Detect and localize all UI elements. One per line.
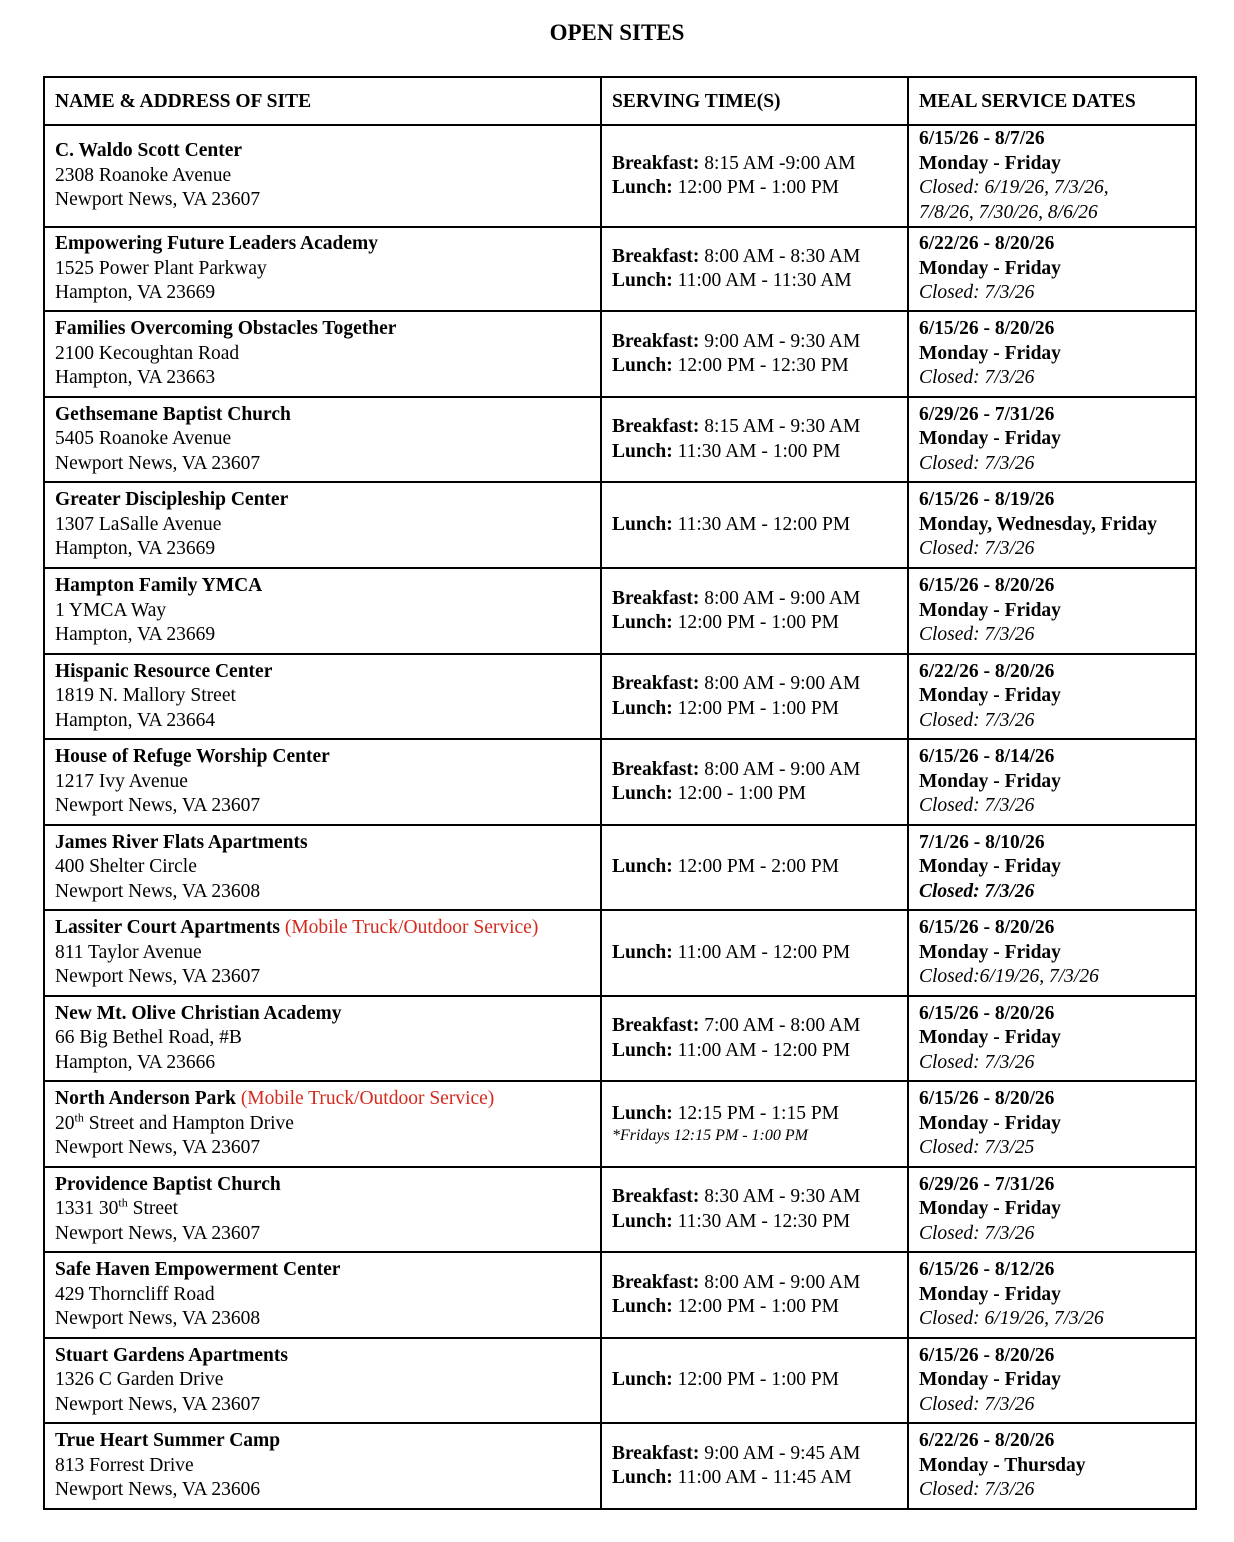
site-name-line (55, 139, 590, 164)
site-city: Hampton, VA 23669 (55, 538, 216, 560)
closed-dates: Closed: 7/3/26 (919, 624, 1035, 646)
site-street (55, 427, 590, 452)
service-date-range: 6/15/26 - 8/20/26 (919, 917, 1055, 939)
site-city: Newport News, VA 23607 (55, 966, 261, 988)
service-date-range: 6/22/26 - 8/20/26 (919, 660, 1055, 682)
site-name: Hampton Family YMCA (55, 575, 263, 597)
serving-times-cell (601, 654, 908, 739)
serving-times-cell (601, 1423, 908, 1509)
site-name-line (55, 1258, 590, 1283)
open-sites-table (43, 76, 1197, 1510)
closed-dates: Closed: 7/3/25 (919, 1137, 1035, 1159)
service-dates-cell (908, 482, 1196, 568)
service-dates-cell (908, 397, 1196, 482)
site-street (55, 599, 590, 624)
site-street-text: 400 Shelter Circle (55, 856, 197, 878)
service-days: Monday - Friday (919, 342, 1061, 364)
page-title: OPEN SITES (549, 20, 685, 45)
lunch-time (612, 1210, 897, 1235)
service-dates-cell (908, 910, 1196, 996)
table-row (44, 1423, 1196, 1509)
lunch-label: Lunch: (612, 783, 673, 804)
lunch-label: Lunch: (612, 1039, 673, 1061)
site-city: Newport News, VA 23607 (55, 795, 261, 817)
table-row (44, 227, 1196, 311)
site-street-text: 2100 Kecoughtan Road (55, 342, 240, 364)
site-name-line (55, 1344, 590, 1369)
serving-times-cell (601, 1167, 908, 1252)
service-date-range: 6/22/26 - 8/20/26 (919, 1430, 1055, 1452)
serving-times-cell (601, 227, 908, 311)
site-cell (44, 311, 601, 397)
service-days: Monday, Wednesday, Friday (919, 513, 1158, 535)
lunch-time (612, 1102, 897, 1127)
service-dates-cell (908, 1252, 1196, 1338)
site-name-line (55, 488, 590, 513)
service-days: Monday - Friday (919, 1112, 1061, 1134)
site-city: Hampton, VA 23666 (55, 1051, 216, 1073)
site-street (55, 1368, 590, 1393)
lunch-label: Lunch: (612, 270, 673, 291)
table-row (44, 996, 1196, 1081)
lunch-value: 11:00 AM - 12:00 PM (677, 941, 851, 963)
breakfast-label: Breakfast: (612, 245, 700, 267)
serving-times-cell (601, 125, 908, 227)
breakfast-value: 8:15 AM -9:00 AM (704, 152, 856, 174)
lunch-time (612, 354, 897, 379)
site-cell (44, 1081, 601, 1167)
lunch-label: Lunch: (612, 513, 673, 535)
serving-times-cell (601, 1081, 908, 1167)
site-street-text: 811 Taylor Avenue (55, 941, 202, 963)
service-date-range: 6/15/26 - 8/7/26 (919, 128, 1045, 149)
service-days: Monday - Friday (919, 685, 1061, 707)
lunch-time (612, 855, 897, 880)
lunch-time (612, 176, 897, 201)
service-days: Monday - Friday (919, 1283, 1061, 1305)
closed-dates-continued: 7/8/26, 7/30/26, 8/6/26 (919, 201, 1098, 223)
service-date-range: 6/15/26 - 8/14/26 (919, 746, 1055, 768)
serving-times-cell (601, 996, 908, 1081)
service-date-range: 6/15/26 - 8/20/26 (919, 1344, 1055, 1366)
site-name: Families Overcoming Obstacles Together (55, 318, 397, 340)
site-street (55, 941, 590, 966)
site-name: James River Flats Apartments (55, 831, 308, 853)
lunch-label: Lunch: (612, 941, 673, 963)
breakfast-time (612, 672, 897, 697)
lunch-time (612, 941, 897, 966)
table-row (44, 125, 1196, 227)
site-city: Hampton, VA 23663 (55, 367, 216, 389)
serving-times-cell (601, 1338, 908, 1423)
service-days: Monday - Friday (919, 941, 1061, 963)
table-row (44, 311, 1196, 397)
table-row (44, 1167, 1196, 1252)
breakfast-label: Breakfast: (612, 152, 700, 174)
closed-dates: Closed: 7/3/26 (919, 709, 1035, 731)
breakfast-label: Breakfast: (612, 758, 700, 780)
table-row (44, 739, 1196, 825)
breakfast-time (612, 1271, 897, 1296)
site-cell (44, 227, 601, 311)
site-cell (44, 910, 601, 996)
site-cell (44, 1252, 601, 1338)
breakfast-label: Breakfast: (612, 1271, 700, 1293)
lunch-time (612, 440, 897, 465)
site-name: Gethsemane Baptist Church (55, 403, 291, 425)
site-city: Newport News, VA 23608 (55, 880, 261, 902)
service-date-range: 6/29/26 - 7/31/26 (919, 1173, 1055, 1195)
service-days: Monday - Friday (919, 428, 1061, 450)
serving-times-cell (601, 1252, 908, 1338)
site-name: C. Waldo Scott Center (55, 140, 243, 162)
service-date-range: 6/15/26 - 8/20/26 (919, 1088, 1055, 1110)
table-row (44, 1338, 1196, 1423)
site-name: Stuart Gardens Apartments (55, 1344, 288, 1366)
service-days: Monday - Thursday (919, 1454, 1086, 1476)
table-row (44, 482, 1196, 568)
site-name-line (55, 1002, 590, 1027)
breakfast-value: 8:30 AM - 9:30 AM (704, 1186, 861, 1207)
header-meal-service-dates: MEAL SERVICE DATES (908, 77, 1196, 125)
service-date-range: 6/22/26 - 8/20/26 (919, 233, 1055, 255)
lunch-time (612, 1295, 897, 1320)
breakfast-label: Breakfast: (612, 587, 700, 609)
service-dates-cell (908, 1338, 1196, 1423)
site-street-text: 1525 Power Plant Parkway (55, 257, 267, 279)
service-days: Monday - Friday (919, 257, 1061, 279)
site-name: Hispanic Resource Center (55, 660, 273, 682)
table-row (44, 397, 1196, 482)
service-date-range: 6/29/26 - 7/31/26 (919, 403, 1055, 425)
site-name: True Heart Summer Camp (55, 1430, 281, 1452)
site-name: Safe Haven Empowerment Center (55, 1259, 341, 1281)
breakfast-value: 9:00 AM - 9:45 AM (704, 1442, 861, 1464)
service-dates-cell (908, 825, 1196, 910)
header-name-address: NAME & ADDRESS OF SITE (44, 77, 601, 125)
service-dates-cell (908, 227, 1196, 311)
lunch-label: Lunch: (612, 1467, 673, 1488)
site-cell (44, 482, 601, 568)
lunch-time (612, 1466, 897, 1491)
site-cell (44, 996, 601, 1081)
breakfast-value: 8:00 AM - 9:00 AM (704, 758, 861, 780)
breakfast-time (612, 587, 897, 612)
lunch-time (612, 269, 897, 294)
site-name: New Mt. Olive Christian Academy (55, 1002, 342, 1024)
serving-times-cell (601, 910, 908, 996)
lunch-note: *Fridays 12:15 PM - 1:00 PM (612, 1127, 808, 1145)
site-name-line (55, 317, 590, 342)
closed-dates: Closed: 7/3/26 (919, 538, 1035, 560)
site-street-text: 2308 Roanoke Avenue (55, 164, 232, 186)
service-dates-cell (908, 1167, 1196, 1252)
site-name-line (55, 1087, 590, 1112)
closed-dates: Closed: 7/3/26 (919, 1393, 1035, 1415)
site-street (55, 513, 590, 538)
closed-dates: Closed: 7/3/26 (919, 1222, 1035, 1244)
site-city: Hampton, VA 23664 (55, 709, 216, 731)
site-street-rest: Street and Hampton Drive (83, 1112, 294, 1134)
service-date-range: 6/15/26 - 8/20/26 (919, 1002, 1055, 1024)
site-street-text: 813 Forrest Drive (55, 1454, 194, 1476)
header-serving-times: SERVING TIME(S) (601, 77, 908, 125)
service-days: Monday - Friday (919, 1369, 1061, 1391)
closed-dates: Closed: 6/19/26, 7/3/26 (919, 1308, 1104, 1330)
site-cell (44, 739, 601, 825)
site-street-text: 1331 30 (55, 1198, 119, 1220)
site-cell (44, 397, 601, 482)
site-street-ordinal: th (74, 1110, 84, 1125)
site-name-line (55, 574, 590, 599)
site-city: Newport News, VA 23607 (55, 1137, 261, 1159)
site-street (55, 164, 590, 189)
lunch-value: 11:00 AM - 11:30 AM (677, 270, 852, 291)
serving-times-cell (601, 568, 908, 654)
site-name: North Anderson Park (55, 1088, 236, 1110)
service-date-range: 6/15/26 - 8/19/26 (919, 489, 1055, 511)
site-street-text: 5405 Roanoke Avenue (55, 428, 232, 450)
lunch-value: 12:00 PM - 1:00 PM (677, 1369, 840, 1391)
site-cell (44, 654, 601, 739)
service-dates-cell (908, 996, 1196, 1081)
lunch-value: 12:00 PM - 1:00 PM (677, 612, 840, 633)
breakfast-time (612, 1442, 897, 1467)
lunch-label: Lunch: (612, 1102, 673, 1124)
breakfast-label: Breakfast: (612, 330, 700, 352)
table-row (44, 1081, 1196, 1167)
site-city: Newport News, VA 23606 (55, 1479, 261, 1501)
table-row (44, 1252, 1196, 1338)
lunch-value: 12:00 PM - 1:00 PM (677, 1296, 840, 1317)
site-name-line (55, 831, 590, 856)
site-city: Newport News, VA 23608 (55, 1308, 261, 1330)
lunch-label: Lunch: (612, 355, 673, 376)
service-days: Monday - Friday (919, 856, 1061, 878)
lunch-value: 11:00 AM - 12:00 PM (677, 1039, 851, 1061)
lunch-time (612, 1368, 897, 1393)
closed-dates: Closed: 7/3/26 (919, 282, 1035, 304)
closed-dates: Closed: 7/3/26 (919, 880, 1035, 902)
site-cell (44, 1423, 601, 1509)
lunch-value: 11:30 AM - 12:30 PM (677, 1210, 851, 1232)
breakfast-time (612, 1185, 897, 1210)
lunch-value: 12:00 PM - 1:00 PM (677, 697, 840, 719)
lunch-label: Lunch: (612, 697, 673, 719)
closed-dates: Closed: 6/19/26, 7/3/26, (919, 177, 1109, 198)
site-name: Providence Baptist Church (55, 1173, 281, 1195)
service-date-range: 6/15/26 - 8/12/26 (919, 1259, 1055, 1281)
site-service-note: (Mobile Truck/Outdoor Service) (284, 917, 539, 939)
closed-dates: Closed:6/19/26, 7/3/26 (919, 966, 1099, 988)
site-street-text: 66 Big Bethel Road, #B (55, 1027, 242, 1049)
site-street-ordinal: th (118, 1195, 128, 1210)
service-dates-cell (908, 1081, 1196, 1167)
lunch-label: Lunch: (612, 177, 673, 198)
closed-dates: Closed: 7/3/26 (919, 367, 1035, 389)
site-street (55, 257, 590, 282)
closed-dates: Closed: 7/3/26 (919, 1479, 1035, 1501)
closed-dates: Closed: 7/3/26 (919, 1051, 1035, 1073)
site-street-text: 20 (55, 1112, 75, 1134)
lunch-value: 12:00 - 1:00 PM (677, 783, 806, 804)
site-city: Newport News, VA 23607 (55, 1222, 261, 1244)
table-row (44, 825, 1196, 910)
breakfast-time (612, 1014, 897, 1039)
lunch-time (612, 697, 897, 722)
breakfast-label: Breakfast: (612, 1186, 700, 1207)
site-street-text: 1307 LaSalle Avenue (55, 513, 222, 535)
lunch-value: 11:30 AM - 12:00 PM (677, 513, 851, 535)
site-cell (44, 1167, 601, 1252)
site-street (55, 1197, 590, 1222)
lunch-value: 12:00 PM - 12:30 PM (677, 355, 849, 376)
lunch-value: 12:00 PM - 2:00 PM (677, 856, 840, 878)
lunch-label: Lunch: (612, 856, 673, 878)
service-date-range: 6/15/26 - 8/20/26 (919, 318, 1055, 340)
breakfast-label: Breakfast: (612, 673, 700, 694)
site-cell (44, 825, 601, 910)
breakfast-value: 8:00 AM - 9:00 AM (704, 1271, 861, 1293)
service-dates-cell (908, 1423, 1196, 1509)
site-city: Newport News, VA 23607 (55, 189, 261, 211)
breakfast-value: 8:00 AM - 8:30 AM (704, 245, 861, 267)
site-name: House of Refuge Worship Center (55, 746, 330, 768)
site-name: Greater Discipleship Center (55, 489, 289, 511)
site-street (55, 855, 590, 880)
breakfast-time (612, 330, 897, 355)
service-date-range: 6/15/26 - 8/20/26 (919, 575, 1055, 597)
site-city: Newport News, VA 23607 (55, 452, 261, 474)
service-days: Monday - Friday (919, 599, 1061, 621)
site-street (55, 684, 590, 709)
breakfast-value: 8:00 AM - 9:00 AM (704, 587, 861, 609)
serving-times-cell (601, 825, 908, 910)
site-name-line (55, 745, 590, 770)
site-cell (44, 125, 601, 227)
lunch-value: 12:15 PM - 1:15 PM (677, 1102, 840, 1124)
breakfast-time (612, 152, 897, 177)
service-dates-cell (908, 568, 1196, 654)
site-service-note: (Mobile Truck/Outdoor Service) (240, 1088, 495, 1110)
site-street (55, 1112, 590, 1137)
site-name-line (55, 1173, 590, 1198)
table-row (44, 654, 1196, 739)
lunch-label: Lunch: (612, 440, 673, 462)
site-street-text: 1819 N. Mallory Street (55, 685, 236, 707)
site-name-line (55, 1429, 590, 1454)
site-street (55, 1026, 590, 1051)
site-city: Newport News, VA 23607 (55, 1393, 261, 1415)
service-days: Monday - Friday (919, 1027, 1061, 1049)
breakfast-value: 8:15 AM - 9:30 AM (704, 416, 861, 437)
site-street-text: 429 Thorncliff Road (55, 1283, 215, 1305)
site-street (55, 342, 590, 367)
lunch-value: 12:00 PM - 1:00 PM (677, 177, 840, 198)
breakfast-time (612, 415, 897, 440)
serving-times-cell (601, 482, 908, 568)
site-street-text: 1 YMCA Way (55, 599, 167, 621)
site-street (55, 1283, 590, 1308)
service-dates-cell (908, 125, 1196, 227)
site-street (55, 1454, 590, 1479)
lunch-label: Lunch: (612, 612, 673, 633)
site-name: Lassiter Court Apartments (55, 917, 280, 939)
breakfast-time (612, 758, 897, 783)
lunch-value: 11:30 AM - 1:00 PM (677, 440, 841, 462)
lunch-time (612, 513, 897, 538)
breakfast-label: Breakfast: (612, 1015, 700, 1036)
site-name-line (55, 232, 590, 257)
lunch-time (612, 782, 897, 807)
table-header-row (44, 77, 1196, 125)
site-cell (44, 568, 601, 654)
lunch-time (612, 1039, 897, 1064)
service-days: Monday - Friday (919, 1198, 1061, 1220)
serving-times-cell (601, 311, 908, 397)
closed-dates: Closed: 7/3/26 (919, 795, 1035, 817)
table-row (44, 910, 1196, 996)
service-date-range: 7/1/26 - 8/10/26 (919, 831, 1045, 853)
site-street-rest: Street (127, 1198, 179, 1220)
breakfast-value: 9:00 AM - 9:30 AM (704, 330, 861, 352)
service-dates-cell (908, 311, 1196, 397)
serving-times-cell (601, 397, 908, 482)
site-name: Empowering Future Leaders Academy (55, 233, 378, 255)
site-street-text: 1326 C Garden Drive (55, 1369, 224, 1391)
service-days: Monday - Friday (919, 770, 1061, 792)
lunch-label: Lunch: (612, 1296, 673, 1317)
service-dates-cell (908, 739, 1196, 825)
table-row (44, 568, 1196, 654)
lunch-label: Lunch: (612, 1210, 673, 1232)
site-street (55, 770, 590, 795)
breakfast-label: Breakfast: (612, 1442, 700, 1464)
breakfast-value: 8:00 AM - 9:00 AM (704, 673, 861, 694)
serving-times-cell (601, 739, 908, 825)
service-dates-cell (908, 654, 1196, 739)
service-days: Monday - Friday (919, 152, 1061, 174)
breakfast-time (612, 245, 897, 270)
lunch-time (612, 611, 897, 636)
site-name-line (55, 916, 590, 941)
site-city: Hampton, VA 23669 (55, 624, 216, 646)
breakfast-label: Breakfast: (612, 416, 700, 437)
lunch-value: 11:00 AM - 11:45 AM (677, 1467, 852, 1488)
closed-dates: Closed: 7/3/26 (919, 452, 1035, 474)
site-street-text: 1217 Ivy Avenue (55, 770, 188, 792)
site-city: Hampton, VA 23669 (55, 282, 216, 304)
lunch-label: Lunch: (612, 1369, 673, 1391)
site-cell (44, 1338, 601, 1423)
site-name-line (55, 403, 590, 428)
site-name-line (55, 660, 590, 685)
breakfast-value: 7:00 AM - 8:00 AM (704, 1015, 861, 1036)
